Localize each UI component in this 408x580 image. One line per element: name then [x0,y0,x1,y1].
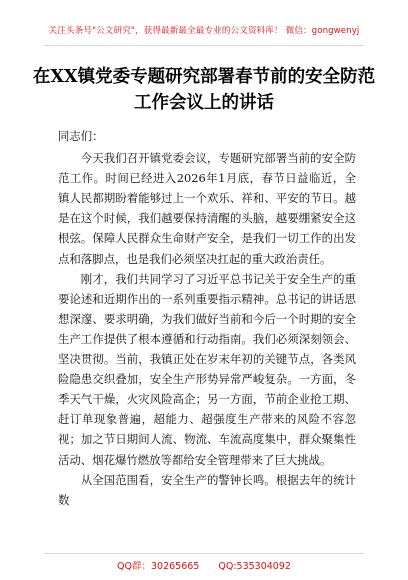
document-title: 在XX镇党委专题研究部署春节前的安全防范工作会议上的讲话 [32,67,376,113]
footer-divider [44,553,364,554]
header-divider [44,45,364,46]
qq-group-label: QQ群：30265665 [117,561,200,572]
paragraph-1: 今天我们召开镇党委会议，专题研究部署当前的安全防范工作。时间已经进入2026年1月底，春节日益临近，全镇人民都期盼着能够过上一个欢乐、祥和、平安的节日。越是在这个时候，我们越要保持清醒的头脑，越要绷紧安全这根弦。保障人民群众生命财产安全，是我们一切工作的出发点和落脚点，也是我们必须坚决扛起的重大政治责任。 [58,151,356,266]
paragraph-2: 刚才，我们共同学习了习近平总书记关于安全生产的重要论述和近期作出的一系列重要指示精神。总书记的讲话思想深邃、要求明确，为我们做好当前和今后一个时期的安全生产工作提供了根本遵循和行动指南。我们必须深刻领会、坚决贯彻。当前，我镇正处在岁末年初的关键节点，各类风险隐患交织叠加，安全生产形势异常严峻复杂。一方面，冬季天气干燥，火灾风险高企；另一方面，节前企业抢工期、赶订单现象普遍，超能力、超强度生产带来的风险不容忽视；加之节日期间人流、物流、车流高度集中，群众聚集性活动、烟花爆竹燃放等都给安全管理带来了巨大挑战。 [58,271,356,467]
salutation: 同志们： [58,129,104,143]
contact-footer [0,558,408,572]
qq-label: QQ:535304092 [218,561,291,572]
paragraph-3: 从全国范围看，安全生产的警钟长鸣。根据去年的统计数 [58,472,356,507]
document-body [58,126,356,510]
promo-header: 关注头条号"公文研究"，获得最新最全最专业的公文资料库！ 微信：gongwenyj [48,26,360,36]
